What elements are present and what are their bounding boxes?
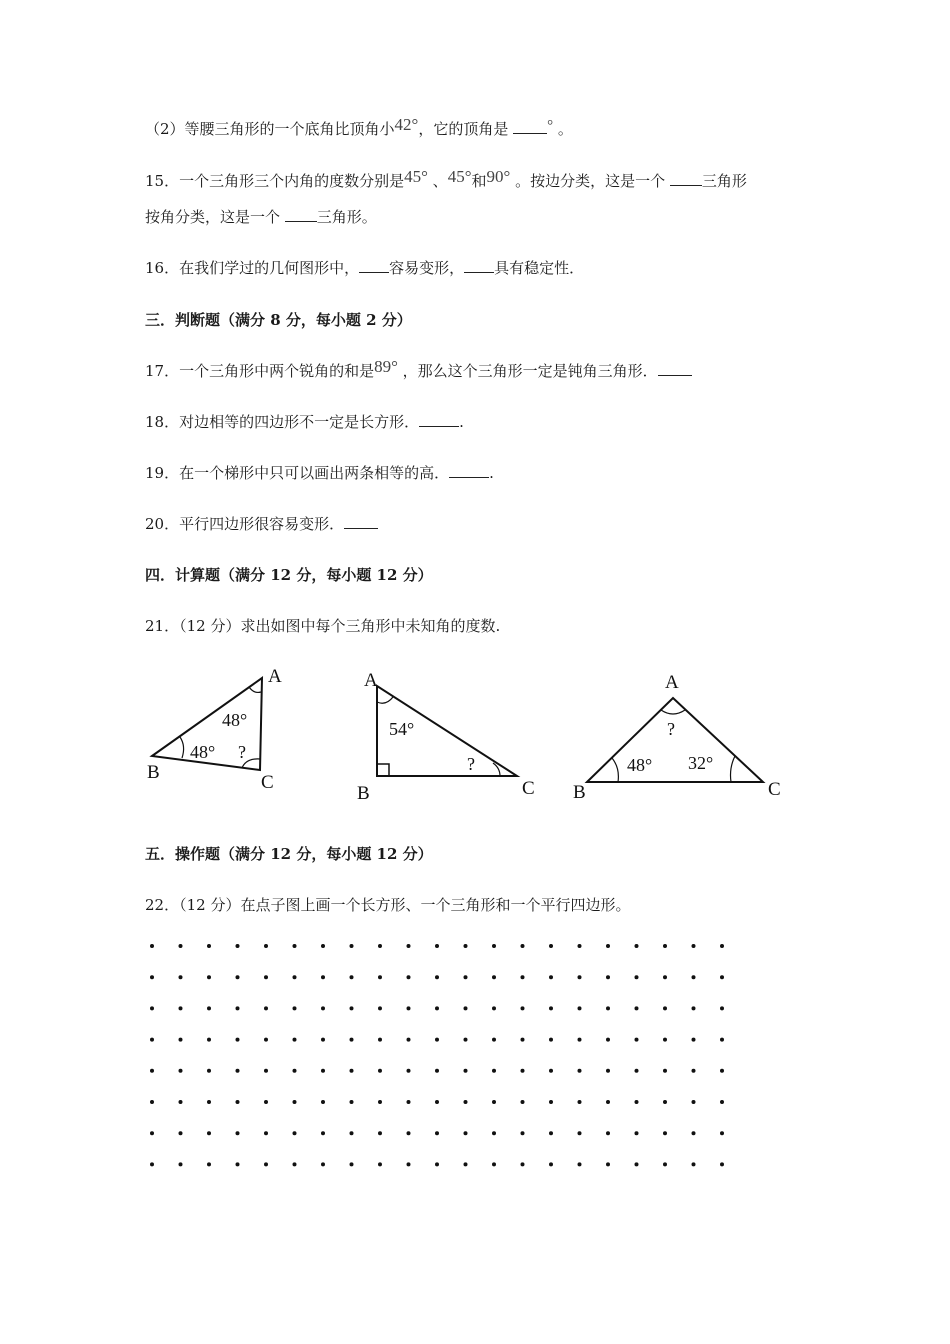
grid-dot[interactable] [378,1038,382,1042]
grid-dot[interactable] [350,1131,354,1135]
q19-text-a: 19．在一个梯形中只可以画出两条相等的高． [145,464,450,482]
q18-text-b: . [459,413,464,431]
grid-dot[interactable] [321,1100,325,1104]
grid-dot[interactable] [464,1100,468,1104]
q19-text-b: . [489,464,494,482]
grid-dot[interactable] [435,1131,439,1135]
grid-dot[interactable] [720,1131,724,1135]
tri2-angle-a: 54° [389,719,415,739]
grid-dot[interactable] [150,1131,154,1135]
grid-dot[interactable] [179,975,183,979]
grid-dot[interactable] [264,975,268,979]
grid-dot[interactable] [293,1069,297,1073]
question-19 [145,462,494,483]
grid-dot[interactable] [350,944,354,948]
grid-dot[interactable] [207,1162,211,1166]
question-15 [145,167,747,191]
grid-dot[interactable] [293,975,297,979]
section-3-heading: 三．判断题（满分 8 分，每小题 2 分） [145,311,412,329]
grid-dot[interactable] [720,1162,724,1166]
tri3-angle-b: 48° [627,755,653,775]
grid-dot[interactable] [236,1006,240,1010]
grid-dot[interactable] [578,1162,582,1166]
triangles-figure [0,660,950,810]
q15-text-e: 和 [471,172,487,190]
grid-dot[interactable] [464,1131,468,1135]
grid-dot[interactable] [264,1100,268,1104]
grid-dot[interactable] [578,1006,582,1010]
grid-dot[interactable] [150,1006,154,1010]
triangle-3 [573,672,781,803]
grid-dot[interactable] [236,1162,240,1166]
grid-dot[interactable] [578,1069,582,1073]
grid-dot[interactable] [350,1069,354,1073]
grid-dot[interactable] [720,975,724,979]
grid-dot[interactable] [378,1006,382,1010]
grid-dot[interactable] [635,1100,639,1104]
grid-dot[interactable] [179,1162,183,1166]
grid-dot[interactable] [236,975,240,979]
grid-dot[interactable] [293,944,297,948]
q18-text-a: 18．对边相等的四边形不一定是长方形． [145,413,420,431]
grid-dot[interactable] [264,1006,268,1010]
grid-dot[interactable] [179,1131,183,1135]
angle-arc-c [731,756,736,782]
grid-dot[interactable] [578,975,582,979]
grid-dot[interactable] [492,1038,496,1042]
grid-dot[interactable] [179,1100,183,1104]
q16-text-c: 具有稳定性． [494,259,585,277]
grid-dot[interactable] [236,1100,240,1104]
grid-dot[interactable] [635,1038,639,1042]
section-4-heading: 四．计算题（满分 12 分，每小题 12 分） [145,566,433,584]
grid-dot[interactable] [578,944,582,948]
grid-dot[interactable] [378,1162,382,1166]
grid-dot[interactable] [293,1100,297,1104]
grid-dot[interactable] [549,1006,553,1010]
grid-dot[interactable] [692,1038,696,1042]
grid-dot[interactable] [321,975,325,979]
answer-blank[interactable] [464,260,494,273]
grid-dot[interactable] [521,1038,525,1042]
grid-dot[interactable] [606,1069,610,1073]
angle-arc-b [180,737,184,758]
tri3-vertex-c: C [768,779,781,800]
grid-dot[interactable] [150,1100,154,1104]
grid-dot[interactable] [435,1006,439,1010]
tri1-vertex-a: A [268,666,282,687]
grid-dot[interactable] [150,975,154,979]
q15-line2-text-b: 三角形。 [316,208,377,226]
grid-dot[interactable] [521,1069,525,1073]
grid-dot[interactable] [578,1100,582,1104]
grid-dot[interactable] [606,944,610,948]
answer-blank[interactable] [359,260,389,273]
grid-dot[interactable] [521,944,525,948]
grid-dot[interactable] [407,1006,411,1010]
question-20 [145,513,378,534]
grid-dot[interactable] [207,975,211,979]
grid-dot[interactable] [350,975,354,979]
q15-text-g: 。按边分类，这是一个 [510,172,670,190]
grid-dot[interactable] [321,1131,325,1135]
grid-dot[interactable] [350,1006,354,1010]
grid-dot[interactable] [350,1100,354,1104]
grid-dot[interactable] [464,1038,468,1042]
answer-blank[interactable] [285,209,317,222]
grid-dot[interactable] [720,1006,724,1010]
q15-angle-3: 90° [486,167,511,186]
grid-dot[interactable] [663,1038,667,1042]
grid-dot[interactable] [492,1162,496,1166]
grid-dot[interactable] [407,1162,411,1166]
grid-dot[interactable] [407,1131,411,1135]
tri3-angle-c: 32° [688,753,714,773]
grid-dot[interactable] [321,1038,325,1042]
grid-dot[interactable] [207,1131,211,1135]
dot-grid[interactable] [150,944,730,1169]
grid-dot[interactable] [435,944,439,948]
q17-angle: 89° [374,357,398,376]
grid-dot[interactable] [663,1131,667,1135]
question-17 [145,357,692,381]
grid-dot[interactable] [692,1162,696,1166]
grid-dot[interactable] [521,1162,525,1166]
tri3-vertex-a: A [665,672,679,693]
grid-dot[interactable] [150,1069,154,1073]
grid-dot[interactable] [150,944,154,948]
grid-dot[interactable] [293,1162,297,1166]
question-18 [145,411,464,432]
grid-dot[interactable] [635,944,639,948]
answer-blank[interactable] [513,121,547,134]
triangle-2 [357,670,535,804]
grid-dot[interactable] [635,1131,639,1135]
answer-blank[interactable] [658,363,692,376]
tri1-angle-b: 48° [190,742,216,762]
triangle-1 [147,666,282,793]
question-16 [145,257,584,278]
grid-dot[interactable] [492,975,496,979]
grid-dot[interactable] [606,1006,610,1010]
grid-dot[interactable] [549,1162,553,1166]
grid-dot[interactable] [378,1100,382,1104]
grid-dot[interactable] [264,1162,268,1166]
grid-dot[interactable] [663,1100,667,1104]
grid-dot[interactable] [492,1100,496,1104]
question-14-2 [145,115,573,139]
grid-dot[interactable] [179,1069,183,1073]
grid-dot[interactable] [321,1162,325,1166]
grid-dot[interactable] [549,975,553,979]
grid-dot[interactable] [521,1006,525,1010]
grid-dot[interactable] [692,975,696,979]
grid-dot[interactable] [521,1131,525,1135]
q15-line2-text-a: 按角分类，这是一个 [145,208,285,226]
grid-dot[interactable] [692,944,696,948]
grid-dot[interactable] [464,1069,468,1073]
grid-dot[interactable] [350,1162,354,1166]
grid-dot[interactable] [720,944,724,948]
grid-dot[interactable] [435,1162,439,1166]
grid-dot[interactable] [692,1131,696,1135]
q15-text-a: 15．一个三角形三个内角的度数分别是 [145,172,405,190]
q14-2-degree: 42° [394,115,419,134]
grid-dot[interactable] [464,1162,468,1166]
grid-dot[interactable] [293,1038,297,1042]
q21-text: 21．（12 分）求出如图中每个三角形中未知角的度数. [145,617,501,635]
grid-dot[interactable] [264,1131,268,1135]
grid-dot[interactable] [492,1131,496,1135]
grid-dot[interactable] [464,1006,468,1010]
grid-dot[interactable] [635,1069,639,1073]
q14-2-text-a: （2）等腰三角形的一个底角比顶角小 [145,120,395,138]
grid-dot[interactable] [663,1162,667,1166]
grid-dot[interactable] [606,1162,610,1166]
grid-dot[interactable] [264,944,268,948]
q15-text-c: 、 [427,172,448,190]
grid-dot[interactable] [236,1131,240,1135]
grid-dot[interactable] [236,944,240,948]
q14-2-text-e: 。 [553,120,573,138]
grid-dot[interactable] [663,944,667,948]
grid-dot[interactable] [578,1131,582,1135]
grid-dot[interactable] [378,1131,382,1135]
angle-arc-a [249,687,261,692]
answer-blank[interactable] [419,414,459,427]
grid-dot[interactable] [207,1100,211,1104]
grid-dot[interactable] [207,1069,211,1073]
tri1-angle-c: ? [238,742,246,762]
question-22 [145,894,630,915]
grid-dot[interactable] [407,944,411,948]
q15-angle-1: 45° [404,167,428,186]
grid-dot[interactable] [578,1038,582,1042]
grid-dot[interactable] [264,1069,268,1073]
grid-dot[interactable] [492,944,496,948]
grid-dot[interactable] [236,1038,240,1042]
grid-dot[interactable] [378,1069,382,1073]
grid-dot[interactable] [378,975,382,979]
grid-dot[interactable] [207,1038,211,1042]
question-15-line-2 [145,206,377,227]
q22-text: 22．（12 分）在点子图上画一个长方形、一个三角形和一个平行四边形。 [145,896,631,914]
q15-angle-2: 45° [447,167,472,186]
q14-2-degree-sign: ° [547,118,554,134]
grid-dot[interactable] [692,1100,696,1104]
tri1-angle-a: 48° [222,710,248,730]
grid-dot[interactable] [635,1006,639,1010]
q17-text-c: ，那么这个三角形一定是钝角三角形． [397,362,658,380]
grid-dot[interactable] [606,1038,610,1042]
angle-arc-a [661,710,685,714]
grid-dot[interactable] [435,1100,439,1104]
angle-arc-b [612,758,618,782]
answer-blank[interactable] [670,173,702,186]
tri3-angle-a: ? [667,719,675,739]
grid-dot[interactable] [521,975,525,979]
tri2-vertex-a: A [364,670,378,691]
grid-dot[interactable] [407,1100,411,1104]
tri2-vertex-c: C [522,778,535,799]
grid-dot[interactable] [293,1006,297,1010]
grid-dot[interactable] [521,1100,525,1104]
grid-dot[interactable] [435,975,439,979]
grid-dot[interactable] [407,1038,411,1042]
grid-dot[interactable] [549,1069,553,1073]
tri2-vertex-b: B [357,783,370,804]
q16-text-b: 容易变形， [389,259,465,277]
grid-dot[interactable] [321,1069,325,1073]
grid-dot[interactable] [692,1069,696,1073]
grid-dot[interactable] [407,975,411,979]
grid-dot[interactable] [663,975,667,979]
grid-dot[interactable] [179,1006,183,1010]
grid-dot[interactable] [720,1100,724,1104]
q15-text-h: 三角形 [701,172,747,190]
tri1-vertex-c: C [261,772,274,793]
grid-dot[interactable] [606,975,610,979]
grid-dot[interactable] [236,1069,240,1073]
grid-dot[interactable] [692,1006,696,1010]
grid-dot[interactable] [606,1100,610,1104]
q16-text-a: 16．在我们学过的几何图形中， [145,259,360,277]
tri3-vertex-b: B [573,782,586,803]
grid-dot[interactable] [207,1006,211,1010]
grid-dot[interactable] [407,1069,411,1073]
grid-dot[interactable] [435,1069,439,1073]
answer-blank[interactable] [344,516,378,529]
grid-dot[interactable] [549,1100,553,1104]
section-5-heading: 五．操作题（满分 12 分，每小题 12 分） [145,845,433,863]
grid-dot[interactable] [150,1038,154,1042]
grid-dot[interactable] [179,1038,183,1042]
grid-dot[interactable] [321,944,325,948]
grid-dot[interactable] [150,1162,154,1166]
grid-dot[interactable] [606,1131,610,1135]
grid-dot[interactable] [492,1006,496,1010]
grid-dot[interactable] [492,1069,496,1073]
tri2-angle-c: ? [467,754,475,774]
grid-dot[interactable] [293,1131,297,1135]
grid-dot[interactable] [635,1162,639,1166]
grid-dot[interactable] [635,975,639,979]
grid-dot[interactable] [435,1038,439,1042]
grid-dot[interactable] [663,1069,667,1073]
grid-dot[interactable] [464,944,468,948]
grid-dot[interactable] [720,1069,724,1073]
answer-blank[interactable] [449,465,489,478]
grid-dot[interactable] [207,944,211,948]
grid-dot[interactable] [549,944,553,948]
right-angle-mark [377,764,389,776]
question-21 [145,615,500,636]
grid-dot[interactable] [321,1006,325,1010]
grid-dot[interactable] [720,1038,724,1042]
grid-dot[interactable] [663,1006,667,1010]
angle-arc-a [377,697,393,703]
grid-dot[interactable] [264,1038,268,1042]
q20-text-a: 20．平行四边形很容易变形． [145,515,345,533]
grid-dot[interactable] [549,1038,553,1042]
tri1-vertex-b: B [147,762,160,783]
grid-dot[interactable] [549,1131,553,1135]
grid-dot[interactable] [464,975,468,979]
q14-2-text-c: ，它的顶角是 [418,120,514,138]
q17-text-a: 17．一个三角形中两个锐角的和是 [145,362,375,380]
grid-dot[interactable] [378,944,382,948]
grid-dot[interactable] [350,1038,354,1042]
grid-dot[interactable] [179,944,183,948]
